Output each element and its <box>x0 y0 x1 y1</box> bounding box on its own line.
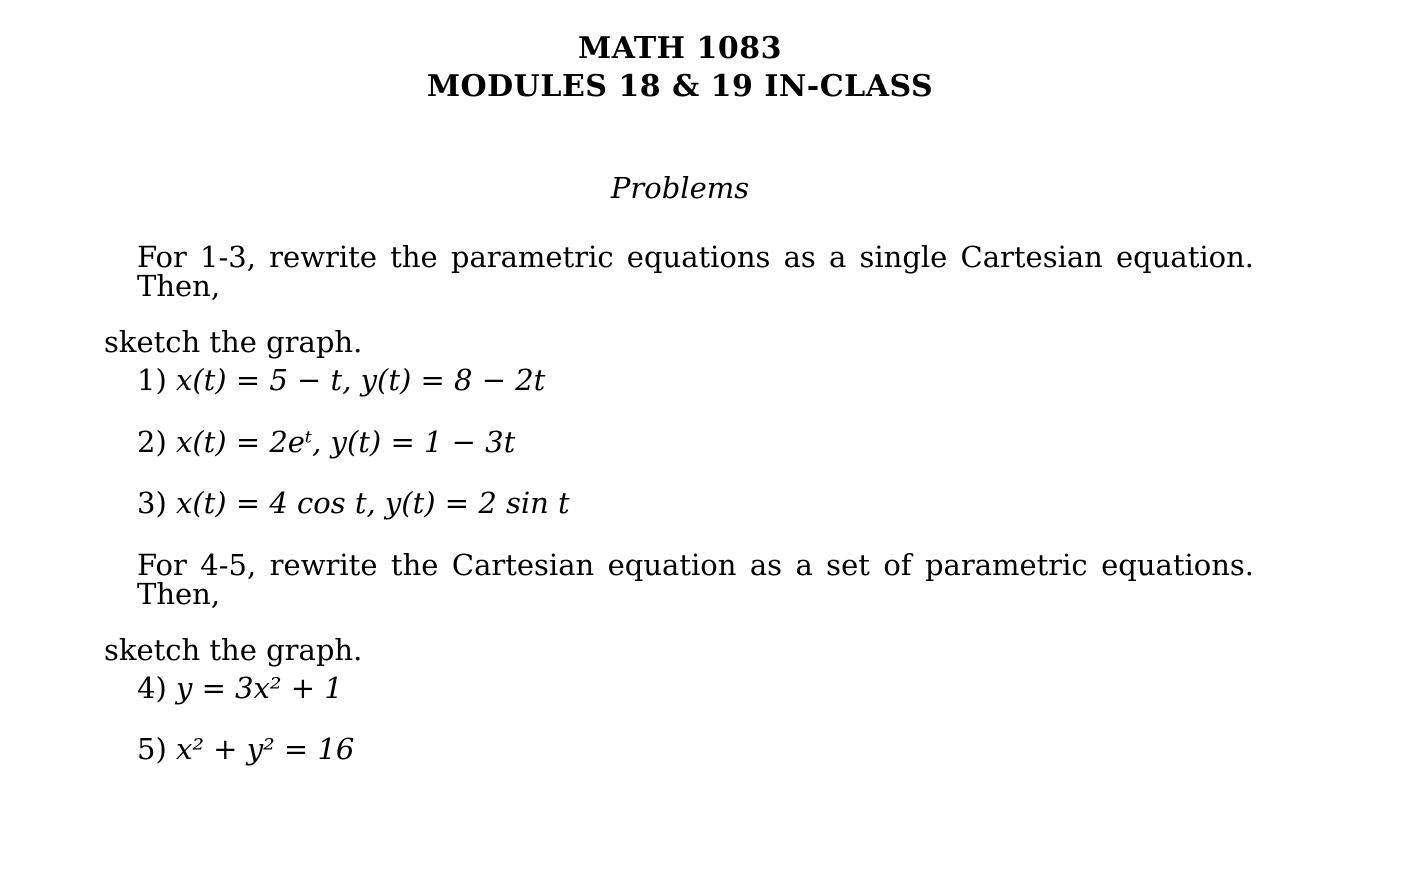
instruction-2-line-2: sketch the graph. <box>104 633 363 667</box>
problem-number: 2) <box>137 425 167 459</box>
problem-equation: x(t) = 4 cos t, y(t) = 2 sin t <box>175 486 570 520</box>
problem-equation: x(t) = 5 − t, y(t) = 8 − 2t <box>175 363 546 397</box>
module-subtitle: MODULES 18 & 19 IN-CLASS <box>426 69 934 104</box>
instruction-paragraph-2 <box>104 548 1254 667</box>
problem-equation: x² + y² = 16 <box>175 732 355 766</box>
problem-5 <box>137 732 355 766</box>
problem-equation: x(t) = 2eᵗ, y(t) = 1 − 3t <box>175 425 516 459</box>
problem-equation: y = 3x² + 1 <box>175 671 343 705</box>
problem-number: 1) <box>137 363 167 397</box>
problem-2 <box>137 425 516 459</box>
instruction-2-line-1: For 4-5, rewrite the Cartesian equation as a set of parametric equations. Then, <box>137 548 1254 611</box>
instruction-paragraph-1 <box>104 240 1254 359</box>
problem-1 <box>137 363 546 397</box>
problem-number: 4) <box>137 671 167 705</box>
instruction-1-line-1: For 1-3, rewrite the parametric equations as a single Cartesian equation. Then, <box>137 240 1254 303</box>
section-heading: Problems <box>610 171 750 205</box>
problem-number: 3) <box>137 486 167 520</box>
instruction-1-line-2: sketch the graph. <box>104 325 363 359</box>
course-title: MATH 1083 <box>578 31 782 66</box>
problem-4 <box>137 671 343 705</box>
problem-3 <box>137 486 570 520</box>
problem-number: 5) <box>137 732 167 766</box>
